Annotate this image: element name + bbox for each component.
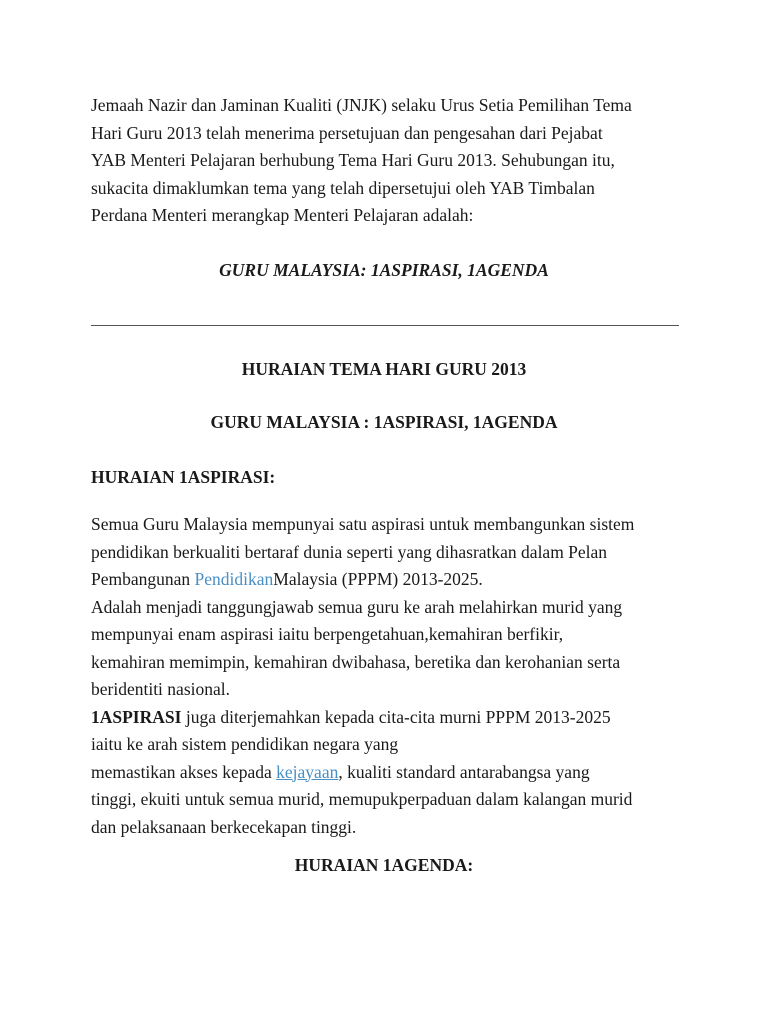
body-line: Adalah menjadi tanggungjawab semua guru ke arah melahirkan murid yang xyxy=(91,596,623,617)
pendidikan-link[interactable]: Pendidikan xyxy=(194,569,274,589)
body-line: beridentiti nasional. xyxy=(91,679,230,699)
body-line: dan pelaksanaan berkecekapan tinggi. xyxy=(91,816,357,837)
intro-line: sukacita dimaklumkan tema yang telah dipersetujui oleh YAB Timbalan xyxy=(91,177,595,198)
body-text: Pembangunan xyxy=(91,569,195,589)
kejayaan-link[interactable]: kejayaan xyxy=(276,761,339,782)
theme-italic-title: GURU MALAYSIA: 1ASPIRASI, 1AGENDA xyxy=(219,260,549,280)
body-text: Malaysia (PPPM) 2013-2025. xyxy=(273,569,483,589)
aspirasi-heading: HURAIAN 1ASPIRASI: xyxy=(91,467,276,487)
aspirasi-body xyxy=(91,511,701,841)
aspirasi-bold-term: 1ASPIRASI xyxy=(91,706,182,727)
huraian-title: HURAIAN TEMA HARI GURU 2013 xyxy=(241,359,527,379)
intro-line: Hari Guru 2013 telah menerima persetujuan dan pengesahan dari Pejabat xyxy=(91,122,603,143)
intro-paragraph xyxy=(91,92,701,230)
body-line: tinggi, ekuiti untuk semua murid, memupukperpaduan dalam kalangan murid xyxy=(91,789,633,809)
theme-caps-title: GURU MALAYSIA : 1ASPIRASI, 1AGENDA xyxy=(210,412,558,432)
body-line: pendidikan berkualiti bertaraf dunia seperti yang dihasratkan dalam Pelan xyxy=(91,541,608,562)
body-line: Semua Guru Malaysia mempunyai satu aspirasi untuk membangunkan sistem xyxy=(91,514,635,534)
intro-line: YAB Menteri Pelajaran berhubung Tema Hari Guru 2013. Sehubungan itu, xyxy=(91,150,615,170)
horizontal-divider xyxy=(91,325,679,326)
body-line xyxy=(91,759,701,787)
body-text: memastikan akses kepada xyxy=(91,761,277,782)
body-line: kemahiran memimpin, kemahiran dwibahasa, beretika dan kerohanian serta xyxy=(91,651,621,672)
intro-line: Perdana Menteri merangkap Menteri Pelajaran adalah: xyxy=(91,205,474,225)
body-line: mempunyai enam aspirasi iaitu berpengetahuan,kemahiran berfikir, xyxy=(91,624,564,644)
agenda-heading: HURAIAN 1AGENDA: xyxy=(294,855,474,875)
body-line xyxy=(91,704,701,732)
body-text: , kualiti standard antarabangsa yang xyxy=(338,761,590,782)
intro-line: Jemaah Nazir dan Jaminan Kualiti (JNJK) selaku Urus Setia Pemilihan Tema xyxy=(91,95,632,115)
body-line xyxy=(91,566,701,594)
body-text: juga diterjemahkan kepada cita-cita murni PPPM 2013-2025 xyxy=(181,706,611,727)
body-line: iaitu ke arah sistem pendidikan negara yang xyxy=(91,734,399,754)
